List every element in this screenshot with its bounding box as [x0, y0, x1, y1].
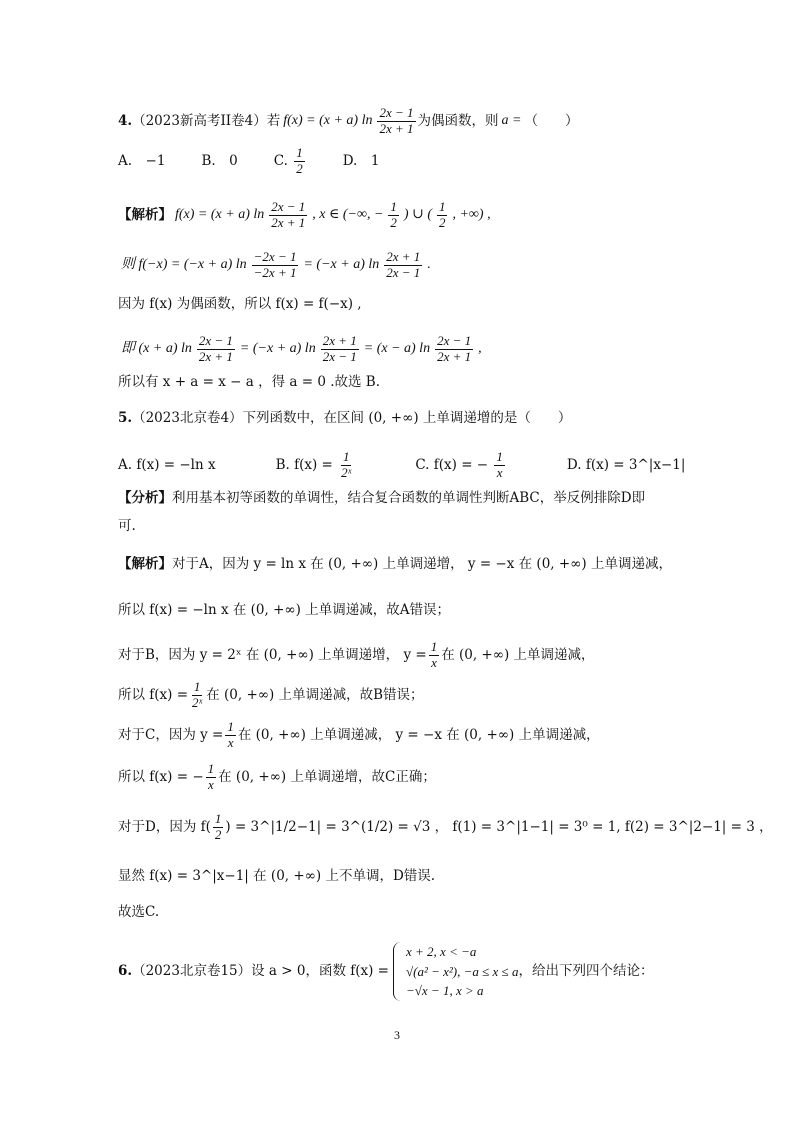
q5-analysis-1: 【分析】 利用基本初等函数的单调性，结合复合函数的单调性判断ABC，举反例排除D即	[118, 490, 646, 506]
q5-solution-8: 显然 f(x) = 3^|x−1| 在 (0, +∞) 上不单调，D错误.	[118, 868, 436, 884]
q5-choice-d: D. f(x) = 3^|x−1|	[566, 457, 686, 474]
q5-number: 5.	[118, 410, 133, 426]
q6-number: 6.	[118, 963, 133, 980]
q5-solution-1: 【解析】 对于A，因为 y = ln x 在 (0, +∞) 上单调递增， y = −x 在 (0, +∞) 上单调递减，	[118, 556, 672, 572]
q4-choice-a: A. −1	[118, 153, 166, 170]
q4-choice-b: B. 0	[201, 153, 238, 170]
q4-solution-3: 因为 f(x) 为偶函数，所以 f(x) = f(−x) ,	[118, 296, 362, 312]
page-number: 3	[394, 1028, 400, 1042]
q4-stem	[118, 106, 724, 137]
analysis-tag: 【分析】	[118, 490, 172, 506]
q5-choice-a: A. f(x) = −ln x	[118, 457, 216, 474]
case-3: −√x − 1, x > a	[406, 983, 484, 998]
q4-solution-2: 则 f(−x) = (−x + a) ln $\frac{-2x - 1}{-2x + 1}$ = (−x + a) ln $\frac{2x + 1}{2x - 1}$ .	[121, 249, 431, 280]
q5-solution-3: 对于B，因为 y = 2ˣ 在 (0, +∞) 上单调递增， y = $\frac{1}{x}$ 在 (0, +∞) 上单调递减，	[118, 639, 595, 670]
q4-fraction: $\frac{2x - 1}{2x + 1}$	[379, 105, 414, 136]
case-1: x + 2, x < −a	[406, 944, 477, 959]
q5-solution-5: 对于C，因为 y = $\frac{1}{x}$ 在 (0, +∞) 上单调递减， y = −x 在 (0, +∞) 上单调递减，	[118, 719, 600, 750]
piecewise-brace	[393, 942, 518, 1001]
q5-choice-c: C. f(x) = − $\frac{1}{x}$	[415, 449, 503, 480]
q4-number: 4.	[118, 113, 133, 130]
q5-analysis-2: 可.	[118, 518, 136, 534]
q6-stem: 6. （2023北京卷15）设 a > 0，函数 f(x) = x + 2, x < −a √(a² − x²), −a ≤ x ≤ a −√x − 1, x > a ，给出下列四个结论：	[118, 942, 724, 1001]
solution-tag: 【解析】	[118, 207, 172, 224]
q4-tail: 为偶函数，则	[417, 113, 499, 130]
q4-ask: a =	[501, 113, 522, 129]
solution-tag-2: 【解析】	[118, 556, 172, 572]
q4-solution-4: 即 (x + a) ln $\frac{2x - 1}{2x + 1}$ = (−x + a) ln $\frac{2x + 1}{2x - 1}$ = (x − a) ln $\frac{2x - 1}{2x + 1}$ ,	[121, 333, 482, 364]
q5-choice-b: B. f(x) = $\frac{1}{\text{2ˣ}}$	[275, 449, 352, 480]
q5-choices	[118, 450, 724, 481]
q4-formula: f(x) = (x + a) ln	[283, 113, 373, 129]
q4-choice-d: D. 1	[342, 153, 380, 170]
q4-choice-c: C. $\frac{1}{2}$	[273, 145, 303, 176]
q5-solution-9: 故选C.	[118, 904, 160, 920]
q5-solution-6: 所以 f(x) = − $\frac{1}{x}$ 在 (0, +∞) 上单调递增，故C正确；	[118, 761, 436, 792]
q5-solution-2: 所以 f(x) = −ln x 在 (0, +∞) 上单调递减，故A错误；	[118, 602, 450, 618]
q4-choices	[118, 146, 724, 177]
q4-source: （2023新高考II卷4）若	[132, 113, 281, 130]
q4-solution-5: 所以有 x + a = x − a ，得 a = 0 .故选 B.	[118, 374, 380, 390]
q5-stem: 5. （2023北京卷4）下列函数中，在区间 (0, +∞) 上单调递增的是（ ）	[118, 410, 572, 426]
q4-solution-1: 【解析】 f(x) = (x + a) ln $\frac{2x - 1}{2x + 1}$ , x ∈ (−∞, − $\frac{1}{2}$ ) ∪ ( $\frac{1}{2}$ , +∞) ,	[118, 199, 491, 230]
case-2: √(a² − x²), −a ≤ x ≤ a	[406, 963, 519, 979]
q5-solution-7: 对于D，因为 f( $\frac{1}{2}$ ) = 3^|1/2−1| = 3^(1/2) = √3 ， f(1) = 3^|1−1| = 3⁰ = 1, f(2) = 3^|2−1| = 3 ，	[118, 811, 773, 842]
q5-solution-4: 所以 f(x) = $\frac{1}{\text{2ˣ}}$ 在 (0, +∞) 上单调递减，故B错误；	[118, 679, 424, 710]
q4-paren: （ ）	[524, 113, 579, 130]
